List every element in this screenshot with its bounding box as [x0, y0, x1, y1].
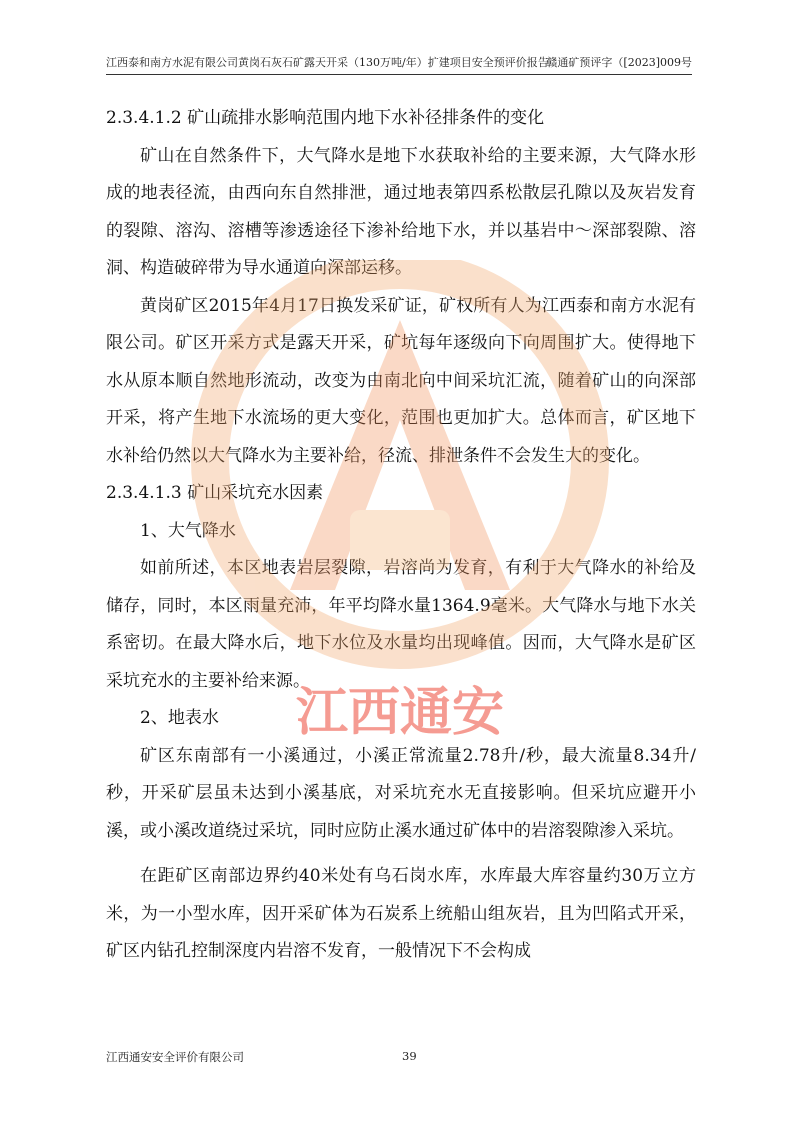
paragraph: 如前所述，本区地表岩层裂隙，岩溶尚为发育，有利于大气降水的补给及储存，同时，本区雨量充沛，年平均降水量1364.9毫米。大气降水与地下水关系密切。在最大降水后，地下水位及水量均出现峰值。因而，大气降水是矿区采坑充水的主要补给来源。 — [106, 558, 696, 691]
page-body — [106, 100, 696, 971]
subheading-surface-water: 2、地表水 — [140, 708, 219, 728]
paragraph: 矿山在自然条件下，大气降水是地下水获取补给的主要来源，大气降水形成的地表径流，由西向东自然排泄，通过地表第四系松散层孔隙以及灰岩发育的裂隙、溶沟、溶槽等渗透途径下渗补给地下水，并以基岩中～深部裂隙、溶洞、构造破碎带为导水通道向深部运移。 — [106, 145, 696, 278]
paragraph: 在距矿区南部边界约40米处有乌石岗水库，水库最大库容量约30万立方米，为一小型水库，因开采矿体为石炭系上统船山组灰岩，且为凹陷式开采，矿区内钻孔控制深度内岩溶不发育，一般情况下不会构成 — [106, 866, 696, 961]
page-number: 39 — [402, 1049, 417, 1063]
header-doc-number: 赣通矿预评字（[2023]009号 — [546, 56, 692, 69]
section-heading-2-3-4-1-2: 2.3.4.1.2 矿山疏排水影响范围内地下水补径排条件的变化 — [106, 108, 545, 128]
paragraph: 矿区东南部有一小溪通过，小溪正常流量2.78升/秒，最大流量8.34升/秒，开采矿层虽未达到小溪基底，对采坑充水无直接影响。但采坑应避开小溪，或小溪改道绕过采坑，同时应防止溪水通过矿体中的岩溶裂隙渗入采坑。 — [106, 745, 696, 841]
page-footer — [106, 1049, 692, 1065]
header-title: 江西泰和南方水泥有限公司黄岗石灰石矿露天开采（130万吨/年）扩建项目安全预评价报告 — [106, 56, 549, 69]
paragraph: 黄岗矿区2015年4月17日换发采矿证，矿权所有人为江西泰和南方水泥有限公司。矿区开采方式是露天开采，矿坑每年逐级向下向周围扩大。使得地下水从原本顺自然地形流动，改变为由南北向中间采坑汇流，随着矿山的向深部开采，将产生地下水流场的更大变化，范围也更加扩大。总体而言，矿区地下水补给仍然以大气降水为主要补给，径流、排泄条件不会发生大的变化。 — [106, 295, 696, 466]
section-heading-2-3-4-1-3: 2.3.4.1.3 矿山采坑充水因素 — [106, 483, 324, 503]
subheading-precipitation: 1、大气降水 — [140, 520, 236, 541]
footer-company: 江西通安安全评价有限公司 — [106, 1050, 244, 1064]
watermark-text: 江西通安 — [295, 684, 505, 742]
page-header — [106, 56, 692, 75]
